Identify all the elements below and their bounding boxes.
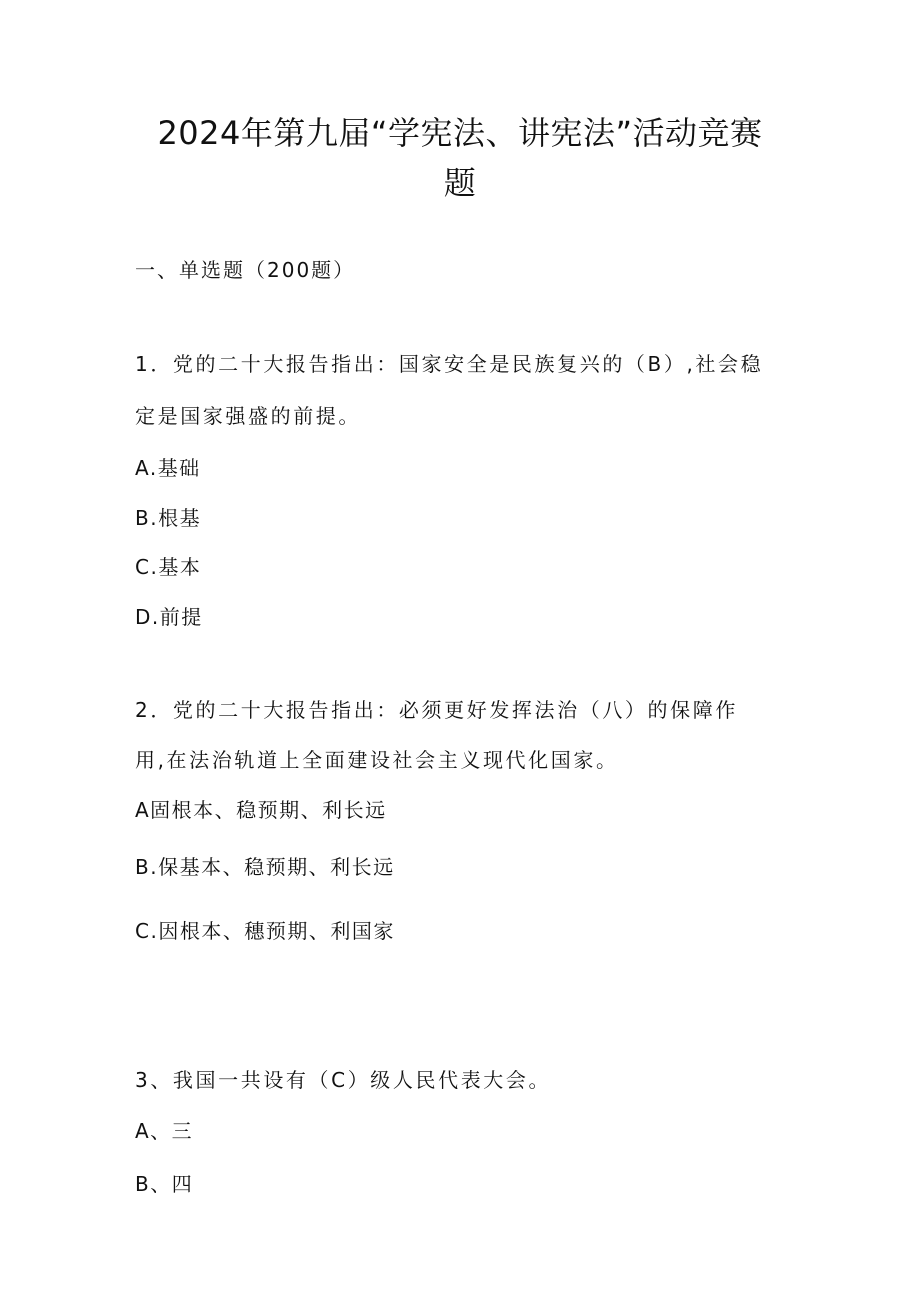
question-3-option-a: A、三 bbox=[135, 1119, 194, 1143]
question-1-line-1: 1．党的二十大报告指出：国家安全是民族复兴的（B）,社会稳 bbox=[135, 352, 764, 376]
question-2-option-a: A固根本、稳预期、利长远 bbox=[135, 798, 387, 822]
question-1-option-b: B.根基 bbox=[135, 506, 202, 530]
question-2-line-2: 用,在法治轨道上全面建设社会主义现代化国家。 bbox=[135, 748, 619, 772]
question-2-option-b: B.保基本、稳预期、利长远 bbox=[135, 855, 395, 879]
question-1-option-a: A.基础 bbox=[135, 456, 201, 480]
document-title: 2024年第九届“学宪法、讲宪法”活动竞赛 题 bbox=[157, 114, 763, 202]
question-3-option-b: B、四 bbox=[135, 1172, 194, 1196]
question-1-option-d: D.前提 bbox=[135, 605, 203, 629]
question-2-option-c: C.因根本、穗预期、利国家 bbox=[135, 919, 395, 943]
question-1-line-2: 定是国家强盛的前提。 bbox=[135, 404, 361, 428]
question-3-line-1: 3、我国一共设有（C）级人民代表大会。 bbox=[135, 1068, 552, 1092]
section-heading: 一、单选题（200题） bbox=[135, 258, 356, 282]
question-2-line-1: 2．党的二十大报告指出：必须更好发挥法治（八）的保障作 bbox=[135, 698, 738, 722]
question-1-option-c: C.基本 bbox=[135, 555, 202, 579]
